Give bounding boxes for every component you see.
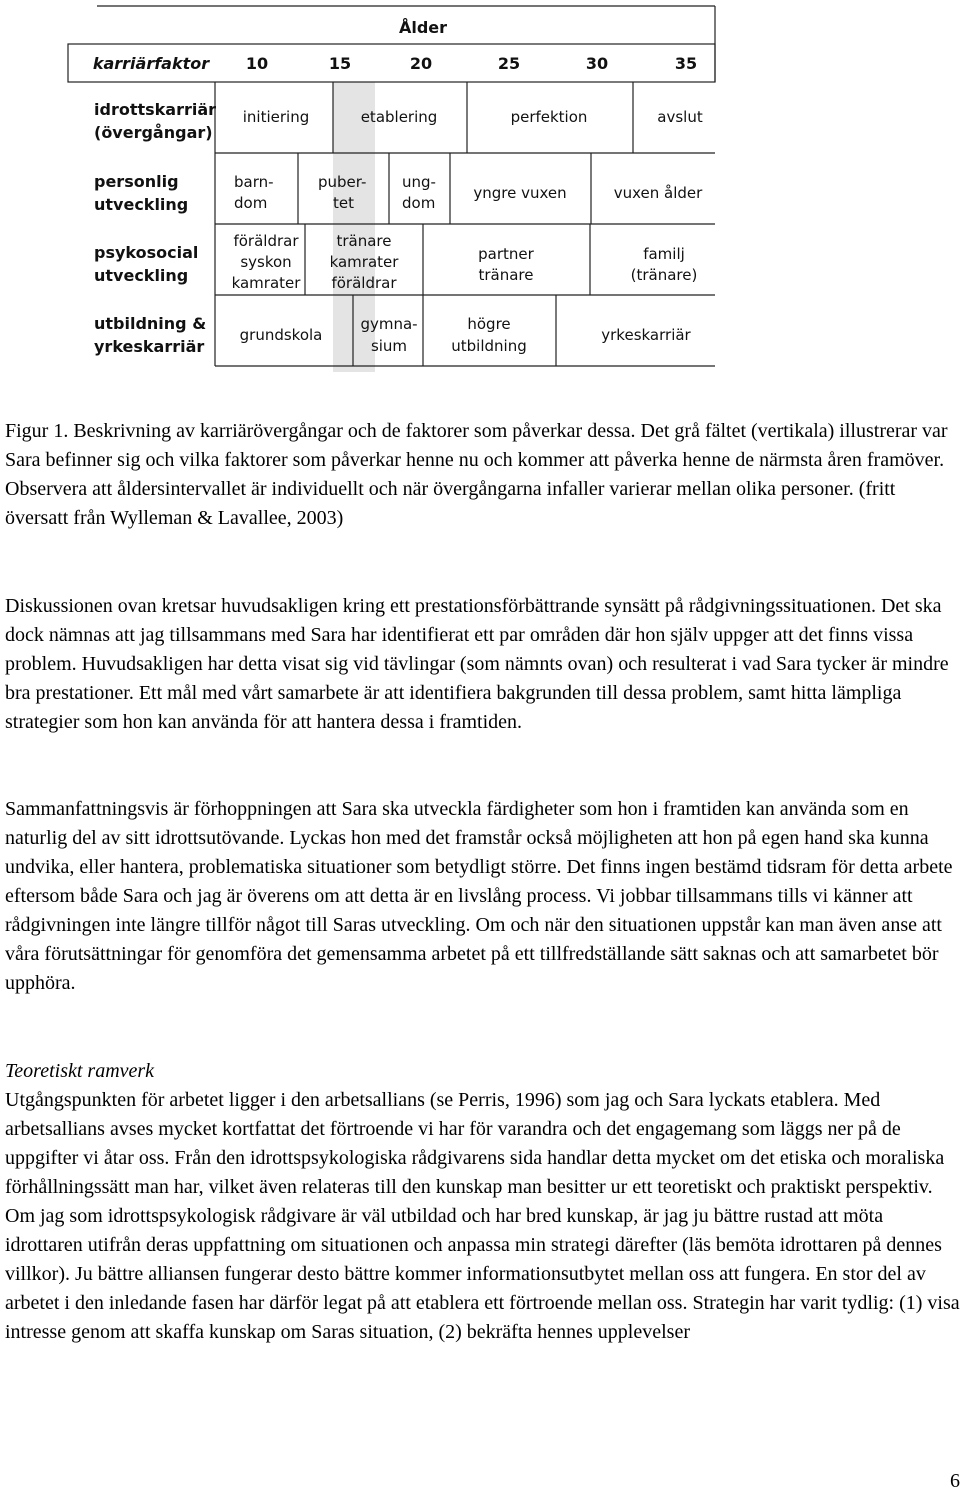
section-body: Utgångspunkten för arbetet ligger i den arbetsallians (se Perris, 1996) som jag och Sara lyckats etablera. Med arbetsallians avses mycket kortfattat det förtroende vi har för varandra och det engagemang som läggs ner på de uppgifter vi åtar oss. Från den idrottspsykologiska rådgivarens sida handlar detta mycket om det etiska och moraliska förhållningssätt man har, vilket även relateras till den kunskap man besitter ur ett teoretiskt och praktiskt perspektiv. Om jag som idrottspsykologisk rådgivare är väl utbildad och har bred kunskap, är jag ju bättre rustad att möta idrottaren utifrån deras uppfattning om situationen och anpassa min strategi därefter (läs bemöta idrottaren på dennes villkor). Ju bättre alliansen fungerar desto bättre kommer informationsutbytet mellan oss att fungera. En stor del av arbetet i den inledande fasen har därför legat på att etablera ett förtroende mellan oss. Strategin har varit tydlig: (1) visa intresse genom att skaffa kunskap om Saras situation, (2) bekräfta hennes upplevelser <box>5 1089 960 1343</box>
figure-cell: grundskola <box>239 326 323 344</box>
figure-cell: gymna- <box>360 315 418 333</box>
figure-cell: föräldrar <box>233 232 299 250</box>
body-paragraph <box>5 592 960 737</box>
figure-cell: föräldrar <box>331 274 397 292</box>
age-tick: 15 <box>328 54 352 73</box>
figure-cell: utbildning <box>451 337 527 355</box>
figure-cell: kamrater <box>329 253 399 271</box>
figure-cell: avslut <box>657 108 703 126</box>
figure-cell: tet <box>333 194 354 212</box>
figure-cell: dom <box>234 194 268 212</box>
figure-cell: ung- <box>402 173 436 191</box>
figure-cell: yrkeskarriär <box>601 326 691 344</box>
section-heading: Teoretiskt ramverk <box>5 1060 155 1082</box>
figure-cell: puber- <box>318 173 367 191</box>
row-label: psykosocial <box>94 243 199 262</box>
figure-cell: initiering <box>242 108 310 126</box>
figure-cell: högre <box>467 315 511 333</box>
body-paragraph <box>5 795 960 998</box>
section-theoretical-framework <box>5 1057 960 1347</box>
figure-cell: dom <box>402 194 436 212</box>
row-label: utveckling <box>94 266 189 285</box>
figure-cell: yngre vuxen <box>473 184 567 202</box>
row-label: personlig <box>94 172 179 191</box>
figure-cell: partner <box>478 245 534 263</box>
figure-cell: syskon <box>240 253 292 271</box>
row-label: idrottskarriär <box>94 100 217 119</box>
age-tick: 35 <box>674 54 698 73</box>
figure-cell: vuxen ålder <box>613 184 703 202</box>
figure-cell: tränare <box>478 266 534 284</box>
caption-text: Figur 1. Beskrivning av karriärövergångar och de faktorer som påverkar dessa. Det grå fältet (vertikala) illustrerar var Sara befinner sig och vilka faktorer som påverkar henne nu och kommer att påverka henne de närmsta åren framöver. Observera att åldersintervallet är individuellt och när övergångarna infaller varierar mellan olika personer. (fritt översatt från Wylleman & Lavallee, 2003) <box>5 420 948 529</box>
figure-cell: perfektion <box>510 108 588 126</box>
row-label: (övergångar) <box>94 123 213 142</box>
figure-cell: familj <box>643 245 685 263</box>
age-tick: 30 <box>585 54 609 73</box>
figure-caption <box>5 417 960 533</box>
age-tick: 25 <box>497 54 521 73</box>
age-header: Ålder <box>398 18 448 37</box>
paragraph-text: Sammanfattningsvis är förhoppningen att Sara ska utveckla färdigheter som hon i framtiden kan använda som en naturlig del av sitt idrottsutövande. Lyckas hon med det framstår också möjligheten att hon på egen hand ska kunna undvika, eller hantera, problematiska situationer som betydligt större. Det finns ingen bestämd tidsram för detta arbete eftersom både Sara och jag är överens om att detta är en livslång process. Vi jobbar tillsammans tills vi känner att rådgivningen inte längre tillför något till Saras utveckling. Om och när den situationen uppstår kan man även anse att våra förutsättningar för genomföra det gemensamma arbetet på ett tillfredställande sätt saknas och att samarbetet bör upphöra. <box>5 798 953 994</box>
figure-cell: kamrater <box>231 274 301 292</box>
age-tick: 20 <box>409 54 433 73</box>
figure-cell: (tränare) <box>630 266 698 284</box>
page-number: 6 <box>950 1470 960 1492</box>
figure-cell: etablering <box>360 108 438 126</box>
age-tick: 10 <box>245 54 269 73</box>
factor-header: karriärfaktor <box>92 54 210 73</box>
career-transitions-figure <box>0 0 960 380</box>
row-label: utbildning & <box>94 314 207 333</box>
paragraph-text: Diskussionen ovan kretsar huvudsakligen kring ett prestationsförbättrande synsätt på rådgivningssituationen. Det ska dock nämnas att jag tillsammans med Sara har identifierat ett par områden där hon själv uppger att det finns vissa problem. Huvudsakligen har detta visat sig vid tävlingar (som nämnts ovan) och resulterat i vad Sara tycker är mindre bra prestationer. Ett mål med vårt samarbete är att identifiera bakgrunden till dessa problem, samt hitta lämpliga strategier som hon kan använda för att hantera dessa i framtiden. <box>5 595 949 733</box>
figure-cell: tränare <box>336 232 392 250</box>
figure-cell: sium <box>370 337 408 355</box>
figure-cell: barn- <box>234 173 274 191</box>
row-label: yrkeskarriär <box>94 337 205 356</box>
row-label: utveckling <box>94 195 189 214</box>
